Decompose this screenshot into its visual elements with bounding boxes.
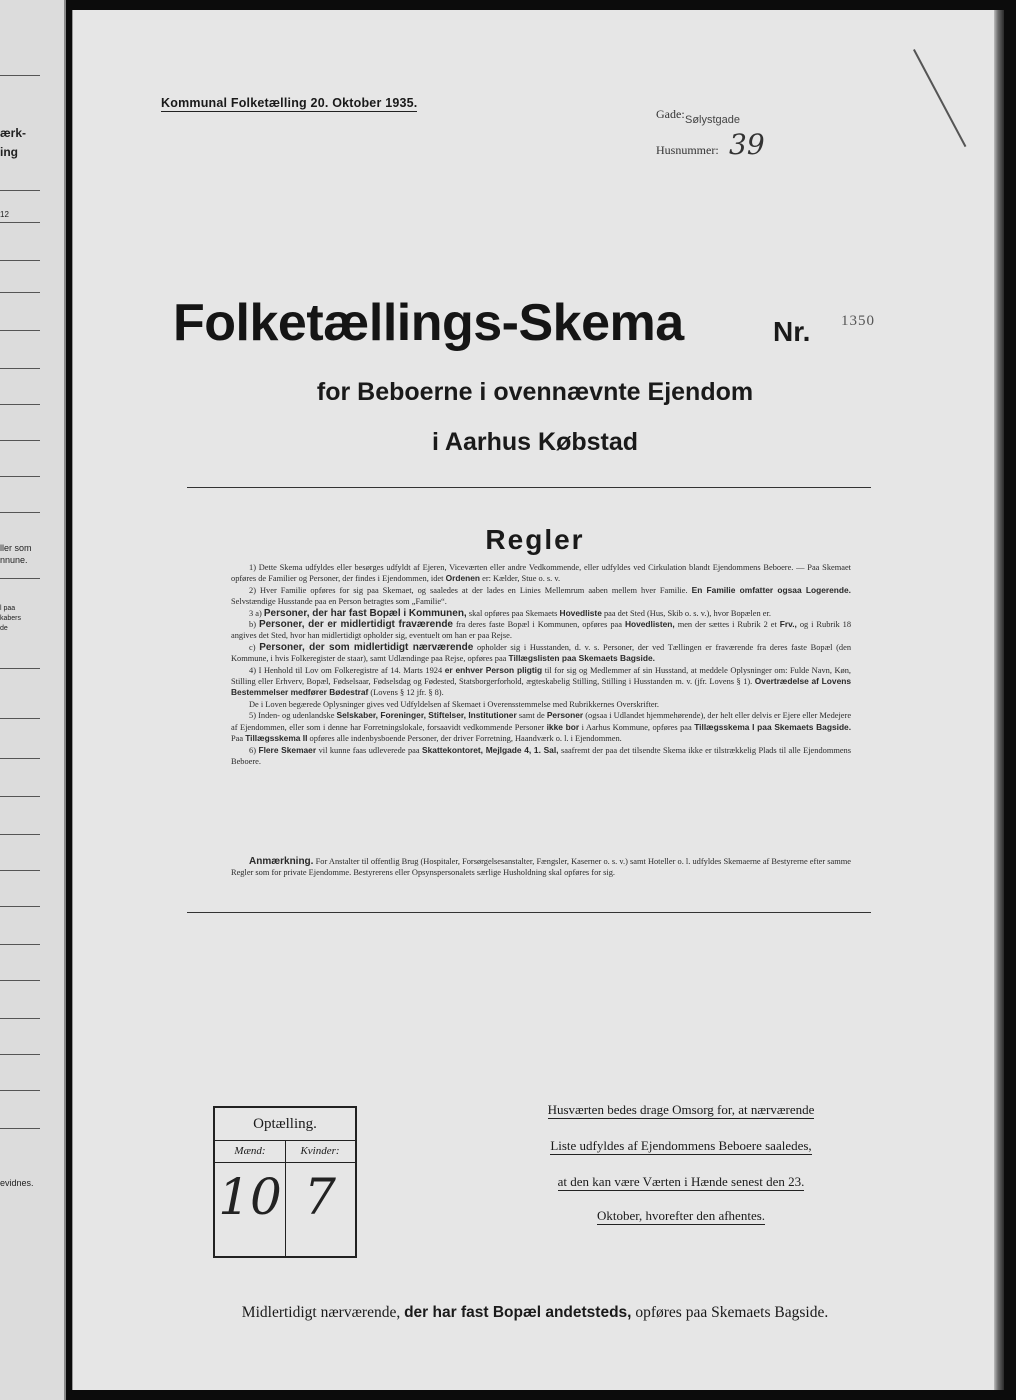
men-count: 10 xyxy=(218,1168,282,1226)
left-page-rule xyxy=(0,758,40,759)
house-number-label: Husnummer: xyxy=(656,143,719,157)
rule-4: 4) I Henhold til Lov om Folkeregistre af 14. Marts 1924 er enhver Person pligtig til for sig og Medlemmer af sin Husstand, at meddele Oplysninger om: Fulde Navn, Køn, Stilling eller Erhverv, Bopæl, Fødselsaar, Fødselsdag og Fødested, Statsborgerforhold, ægteskabelig Stilling, Stilling i Husstanden m. v. (jfr. Lovens § 1). Overtrædelse af Lovens Bestemmelser medfører Bødestraf (Lovens § 12 jfr. § 8). xyxy=(231,664,852,698)
remark-text xyxy=(231,856,851,879)
house-number-value: 39 xyxy=(729,128,765,161)
left-page-fragment xyxy=(0,0,66,1400)
remark-body: For Anstalter til offentlig Brug (Hospitaler, Forsørgelsesanstalter, Fængsler, Kaserner o. s. v.) samt Hoteller o. l. udfyldes Skemaerne af Bestyrerne efter samme Regler som for private Ejendomme. Bestyrerens eller Opsynspersonalets særlige Husholdning skal opføres for sig. xyxy=(231,857,851,878)
census-header-line: Kommunal Folketælling 20. Oktober 1935. xyxy=(161,96,418,110)
divider xyxy=(187,912,871,913)
left-page-rule xyxy=(0,668,40,669)
remark-label: Anmærkning. xyxy=(249,856,314,867)
left-page-rule xyxy=(0,1090,40,1091)
rules-text xyxy=(231,562,851,767)
left-page-rule xyxy=(0,404,40,405)
left-page-rule xyxy=(0,330,40,331)
left-page-rule xyxy=(0,260,40,261)
rule-3b: b) Personer, der er midlertidigt fraværende fra deres faste Bopæl i Kommunen, opføres paa Hovedlisten, men der sættes i Rubrik 2 et Frv., og i Rubrik 18 angives det Sted, hvor han midlertidigt opholder sig, eventuelt om han er paa Rejse. xyxy=(231,619,852,641)
form-number-label: Nr. xyxy=(773,316,811,347)
left-fragment: l paa xyxy=(0,605,16,612)
left-page-rule xyxy=(0,906,40,907)
left-page-rule xyxy=(0,222,40,223)
women-count: 7 xyxy=(304,1168,336,1226)
left-page-rule xyxy=(0,718,40,719)
form-title: Folketællings-Skema xyxy=(173,294,684,352)
left-page-rule xyxy=(0,1128,40,1129)
left-page-rule xyxy=(0,476,40,477)
pen-mark xyxy=(913,49,966,147)
left-page-rule xyxy=(0,796,40,797)
census-form-page xyxy=(72,10,997,1390)
rules-heading: Regler xyxy=(485,524,585,555)
left-fragment: nnune. xyxy=(0,555,28,565)
rule-3a: 3 a) Personer, der har fast Bopæl i Kommunen, skal opføres paa Skemaets Hovedliste paa det Sted (Hus, Skib o. s. v.), hvor Bopælen er. xyxy=(249,607,771,619)
left-fragment: evidnes. xyxy=(0,1178,34,1188)
rule-6: 6) Flere Skemaer vil kunne faas udleverede paa Skattekontoret, Mejlgade 4, 1. Sal, saafremt der paa det tilsendte Skema ikke er tilstrækkelig Plads til alle Ejendommens Beboere. xyxy=(231,744,852,766)
rule-3c: c) Personer, der som midlertidigt nærværende opholder sig i Husstanden, d. v. s. Personer, der ved Tællingen er fraværende fra deres faste Bopæl (den Kommune, i hvis Folkeregister de staar), samt Udlændinge paa Rejse, opføres paa Tillægslisten paa Skemaets Bagside. xyxy=(231,641,852,664)
left-page-rule xyxy=(0,870,40,871)
women-label: Kvinder: xyxy=(285,1140,355,1163)
left-fragment: de xyxy=(0,625,8,632)
street-label: Gade: xyxy=(656,107,685,121)
count-box xyxy=(213,1106,357,1258)
instruction-line: at den kan være Værten i Hænde senest den 23. xyxy=(557,1174,805,1189)
form-location: i Aarhus Købstad xyxy=(431,428,639,456)
instruction-line: Liste udfyldes af Ejendommens Beboere saaledes, xyxy=(550,1138,812,1153)
divider xyxy=(187,487,871,488)
page-edge xyxy=(994,10,1004,1390)
left-fragment: 12 xyxy=(0,210,9,219)
rule-2: 2) Hver Familie opføres for sig paa Skemaet, og saaledes at der lades en Linies Mellemrum aaben mellem hver Familie. En Familie omfatter ogsaa Logerende. Selvstændige Husstande paa en Person betragtes som „Familie“. xyxy=(231,584,852,607)
left-page-rule xyxy=(0,190,40,191)
form-subtitle: for Beboerne i ovennævnte Ejendom xyxy=(316,378,754,406)
count-box-title: Optælling. xyxy=(215,1108,355,1141)
left-page-rule xyxy=(0,292,40,293)
footer-note: Midlertidigt nærværende, der har fast Bopæl andetsteds, opføres paa Skemaets Bagside. xyxy=(241,1304,829,1321)
instruction-line: Oktober, hvorefter den afhentes. xyxy=(596,1208,766,1223)
instruction-line: Husværten bedes drage Omsorg for, at nærværende xyxy=(547,1102,815,1117)
rule-1: 1) Dette Skema udfyldes eller besørges udfyldt af Ejeren, Viceværten eller andre Vedkommende, eller udfyldes ved Cirkulation blandt Ejendommens Beboere. — Paa Skemaet opføres de Familier og Personer, der findes i Ejendommen, idet Ordenen er: Kælder, Stue o. s. v. xyxy=(231,563,851,584)
left-page-rule xyxy=(0,440,40,441)
street-value: Sølystgade xyxy=(685,114,741,126)
form-serial-number: 1350 xyxy=(841,313,875,329)
rule-5: 5) Inden- og udenlandske Selskaber, Foreninger, Stiftelser, Institutioner samt de Personer (ogsaa i Udlandet hjemmehørende), der helt eller delvis er Ejere eller Medejere af Ejendommen, eller som i denne har Forretningslokale, forsaavidt vedkommende Personer ikke bor i Aarhus Kommune, opføres paa Tillægsskema I paa Skemaets Bagside. Paa Tillægsskema II opføres alle indenbysboende Personer, der driver Forretning, Haandværk o. l. i Ejendommen. xyxy=(231,710,852,744)
left-fragment: ærk- xyxy=(0,126,27,140)
left-page-rule xyxy=(0,512,40,513)
left-fragment: ller som xyxy=(0,543,32,553)
left-page-rule xyxy=(0,980,40,981)
rule-4b: De i Loven begærede Oplysninger gives ved Udfyldelsen af Skemaet i Overensstemmelse med Rubrikkernes Overskrifter. xyxy=(249,699,660,709)
left-fragment: ing xyxy=(0,145,18,159)
left-fragment: kabers xyxy=(0,615,22,622)
left-page-rule xyxy=(0,944,40,945)
left-page-rule xyxy=(0,1054,40,1055)
men-label: Mænd: xyxy=(215,1140,285,1163)
left-page-rule xyxy=(0,368,40,369)
left-page-rule xyxy=(0,75,40,76)
left-page-rule xyxy=(0,1018,40,1019)
left-page-rule xyxy=(0,578,40,579)
left-page-rule xyxy=(0,834,40,835)
